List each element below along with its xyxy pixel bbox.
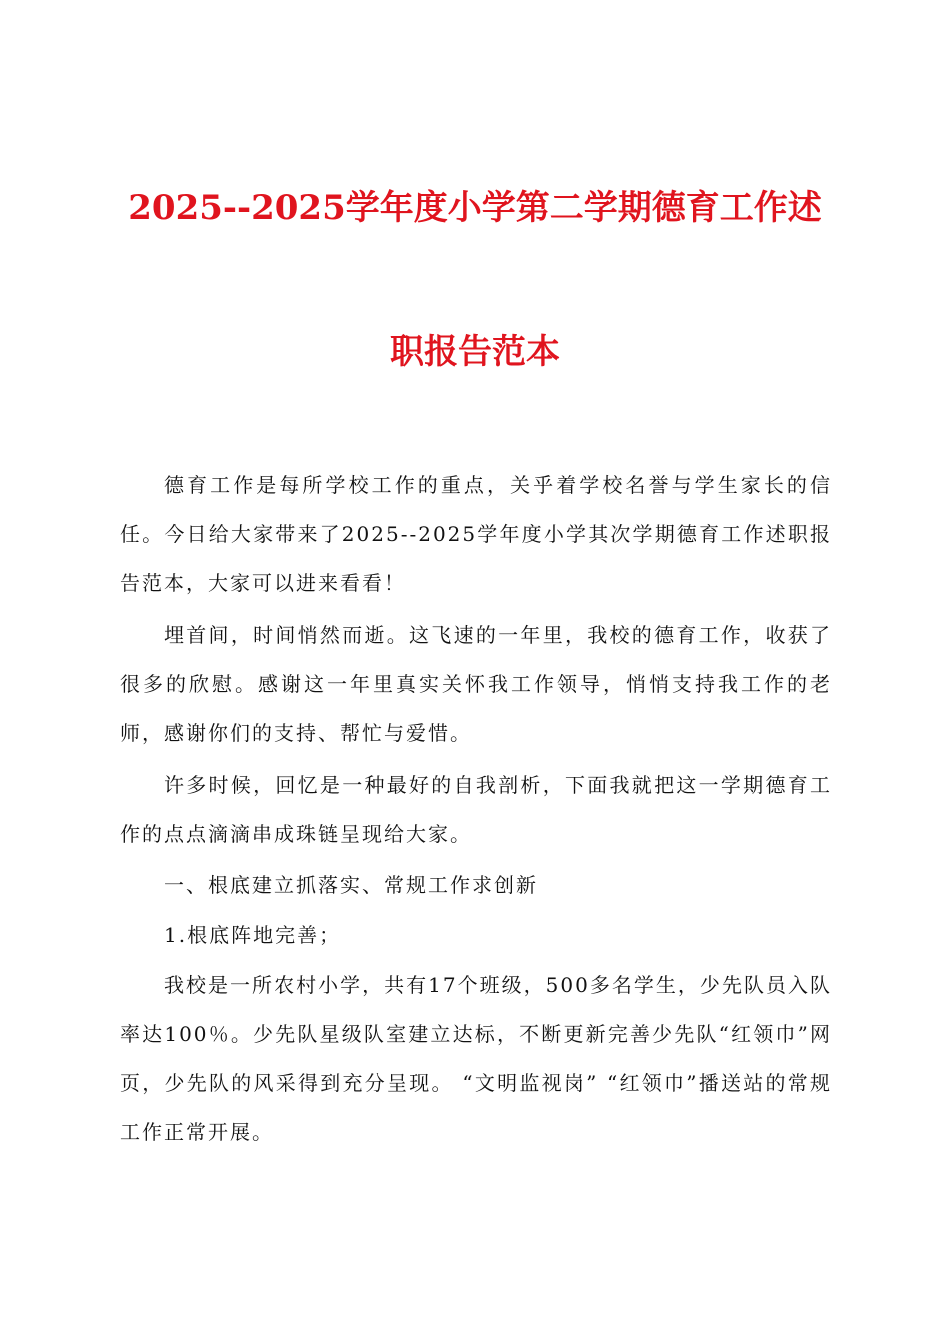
paragraph-reflection: 许多时候，回忆是一种最好的自我剖析，下面我就把这一学期德育工作的点点滴滴串成珠链呈现给大家。 bbox=[120, 773, 832, 846]
paragraph-school-overview: 我校是一所农村小学，共有17个班级，500多名学生，少先队员入队率达100％。少先队星级队室建立达标，不断更新完善少先队“红领巾”网页，少先队的风采得到充分呈现。 “文明监视岗” “红领巾”播送站的常规工作正常开展。 bbox=[120, 973, 832, 1144]
document-title-line-1: 2025--2025学年度小学第二学期德育工作述 bbox=[128, 188, 822, 228]
paragraph-thanks: 埋首间，时间悄然而逝。这飞速的一年里，我校的德育工作，收获了很多的欣慰。感谢这一年里真实关怀我工作领导，悄悄支持我工作的老师，感谢你们的支持、帮忙与爱惜。 bbox=[120, 623, 832, 745]
section-heading-1: 一、根底建立抓落实、常规工作求创新 bbox=[164, 873, 538, 897]
document-title-line-2: 职报告范本 bbox=[390, 332, 560, 372]
paragraph-intro: 德育工作是每所学校工作的重点，关乎着学校名誉与学生家长的信任。今日给大家带来了2025--2025学年度小学其次学期德育工作述职报告范本，大家可以进来看看！ bbox=[120, 473, 832, 595]
subsection-heading-1-1: 1.根底阵地完善； bbox=[164, 923, 342, 947]
